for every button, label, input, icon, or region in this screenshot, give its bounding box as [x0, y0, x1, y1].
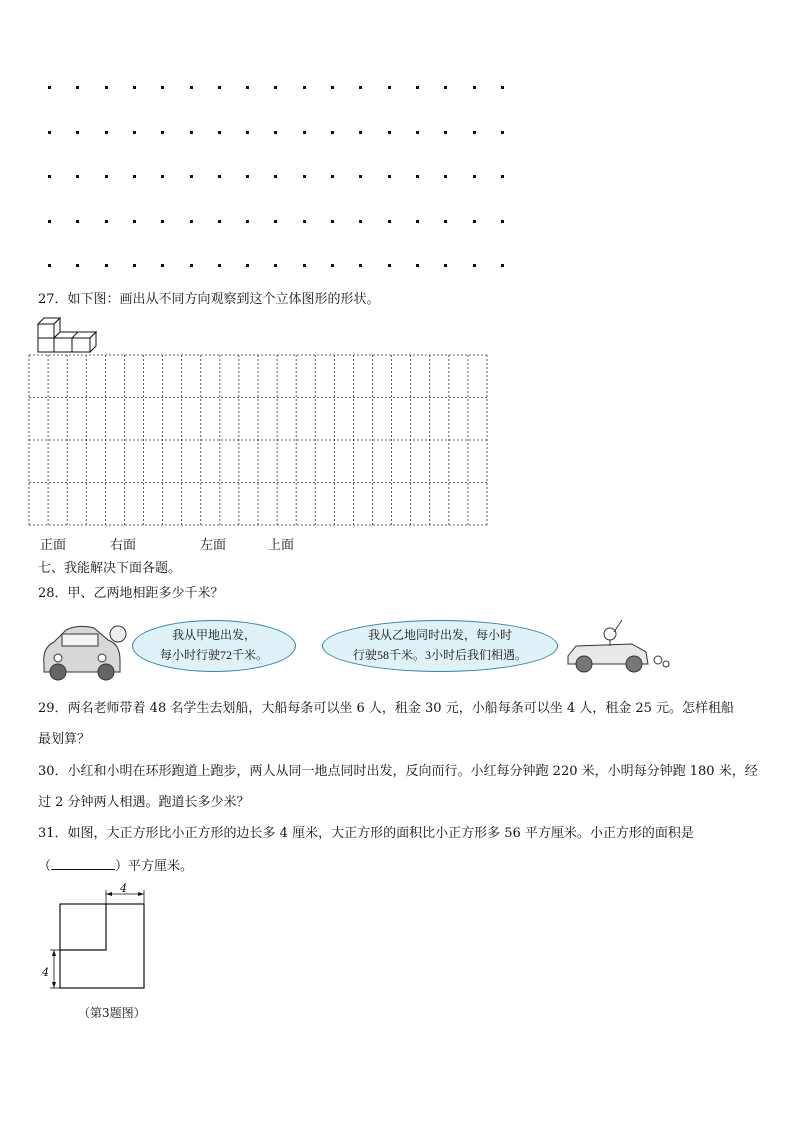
grid-dot [48, 264, 51, 267]
bubble-right-line1: 我从乙地同时出发，每小时 [367, 628, 512, 642]
grid-dot [105, 86, 108, 89]
grid-dot [388, 175, 391, 178]
view-label-top: 上面 [268, 538, 295, 553]
question-30-line1: 30．小红和小明在环形跑道上跑步，两人从同一地点同时出发，反向而行。小红每分钟跑 220 米，小明每分钟跑 180 米，经 [38, 764, 758, 779]
section-title: 七、我能解决下面各题。 [38, 561, 182, 576]
grid-dot [359, 131, 362, 134]
grid-dot [274, 131, 277, 134]
grid-dot [359, 220, 362, 223]
grid-dot [303, 86, 306, 89]
squares-figure [46, 880, 156, 992]
grid-dot [76, 131, 79, 134]
grid-dot [105, 220, 108, 223]
grid-dot [133, 131, 136, 134]
car-illustration-right [562, 616, 672, 678]
grid-dot [190, 175, 193, 178]
grid-dot [133, 86, 136, 89]
grid-dot [473, 264, 476, 267]
answer-blank[interactable] [51, 855, 115, 870]
grid-dot [444, 86, 447, 89]
question-31-line1: 31．如图，大正方形比小正方形的边长多 4 厘米，大正方形的面积比小正方形多 56 平方厘米。小正方形的面积是 [38, 826, 694, 841]
grid-dot [274, 220, 277, 223]
grid-dot [331, 131, 334, 134]
grid-dot [133, 175, 136, 178]
grid-dot [274, 86, 277, 89]
grid-dot [501, 220, 504, 223]
grid-dot [246, 86, 249, 89]
grid-dot [133, 220, 136, 223]
grid-dot [76, 220, 79, 223]
grid-dot [331, 86, 334, 89]
question-30-line2: 过 2 分钟两人相遇。跑道长多少米？ [38, 795, 250, 810]
view-label-front: 正面 [40, 538, 67, 553]
grid-dot [473, 220, 476, 223]
grid-dot [501, 175, 504, 178]
grid-dot [48, 131, 51, 134]
grid-dot [76, 175, 79, 178]
grid-dot [359, 175, 362, 178]
grid-dot [218, 131, 221, 134]
grid-dot [303, 264, 306, 267]
question-29-line1: 29．两名老师带着 48 名学生去划船，大船每条可以坐 6 人，租金 30 元，小船每条可以坐 4 人，租金 25 元。怎样租船 [38, 701, 735, 716]
grid-dot [501, 131, 504, 134]
grid-dot [303, 175, 306, 178]
grid-dot [246, 175, 249, 178]
grid-dot [416, 86, 419, 89]
car-illustration-left [36, 620, 136, 684]
grid-dot [105, 131, 108, 134]
grid-dot [190, 131, 193, 134]
grid-dot [274, 264, 277, 267]
question-31-line2 [38, 855, 193, 877]
grid-dot [190, 264, 193, 267]
grid-dot [161, 175, 164, 178]
grid-dot [274, 175, 277, 178]
grid-dot [303, 131, 306, 134]
grid-dot [331, 175, 334, 178]
cube-figure [36, 316, 98, 356]
grid-dot [48, 175, 51, 178]
grid-dot [388, 86, 391, 89]
speech-bubble-right [322, 620, 558, 672]
grid-dot [444, 264, 447, 267]
grid-dot [359, 86, 362, 89]
blank-close: ）平方厘米。 [115, 859, 194, 874]
dot-grid [40, 78, 520, 278]
dim-label-top: 4 [120, 882, 127, 895]
grid-dot [388, 264, 391, 267]
question-28-text: 28．甲、乙两地相距多少千米？ [38, 586, 224, 601]
grid-dot [48, 220, 51, 223]
grid-dot [190, 220, 193, 223]
dim-label-left: 4 [42, 966, 49, 979]
grid-dot [161, 220, 164, 223]
bubble-left-line2: 每小时行驶72千米。 [159, 648, 268, 662]
bubble-right-line2: 行驶58千米。3小时后我们相遇。 [352, 648, 527, 662]
grid-dot [161, 131, 164, 134]
grid-dot [218, 264, 221, 267]
grid-dot [473, 175, 476, 178]
grid-dot [416, 220, 419, 223]
question-29-line2: 最划算？ [38, 732, 91, 747]
grid-dot [161, 264, 164, 267]
drawing-grid [28, 354, 488, 526]
grid-dot [218, 86, 221, 89]
grid-dot [501, 264, 504, 267]
grid-dot [416, 264, 419, 267]
grid-dot [246, 131, 249, 134]
grid-dot [76, 86, 79, 89]
grid-dot [218, 175, 221, 178]
grid-dot [331, 220, 334, 223]
view-label-right: 右面 [110, 538, 137, 553]
grid-dot [444, 131, 447, 134]
grid-dot [105, 264, 108, 267]
speech-bubble-left [132, 620, 296, 672]
grid-dot [416, 131, 419, 134]
grid-dot [473, 131, 476, 134]
grid-dot [133, 264, 136, 267]
question-27-text: 27．如下图：画出从不同方向观察到这个立体图形的形状。 [38, 292, 380, 307]
grid-dot [190, 86, 193, 89]
grid-dot [246, 264, 249, 267]
bubble-left-line1: 我从甲地出发， [171, 628, 256, 642]
grid-dot [218, 220, 221, 223]
grid-dot [76, 264, 79, 267]
grid-dot [359, 264, 362, 267]
grid-dot [444, 220, 447, 223]
grid-dot [48, 86, 51, 89]
blank-open: （ [38, 859, 52, 874]
grid-dot [388, 220, 391, 223]
grid-dot [161, 86, 164, 89]
view-label-left: 左面 [200, 538, 227, 553]
grid-dot [246, 220, 249, 223]
grid-dot [331, 264, 334, 267]
grid-dot [388, 131, 391, 134]
grid-dot [303, 220, 306, 223]
grid-dot [416, 175, 419, 178]
grid-dot [501, 86, 504, 89]
grid-dot [473, 86, 476, 89]
grid-dot [105, 175, 108, 178]
figure-caption: （第3题图） [78, 1006, 146, 1020]
grid-dot [444, 175, 447, 178]
